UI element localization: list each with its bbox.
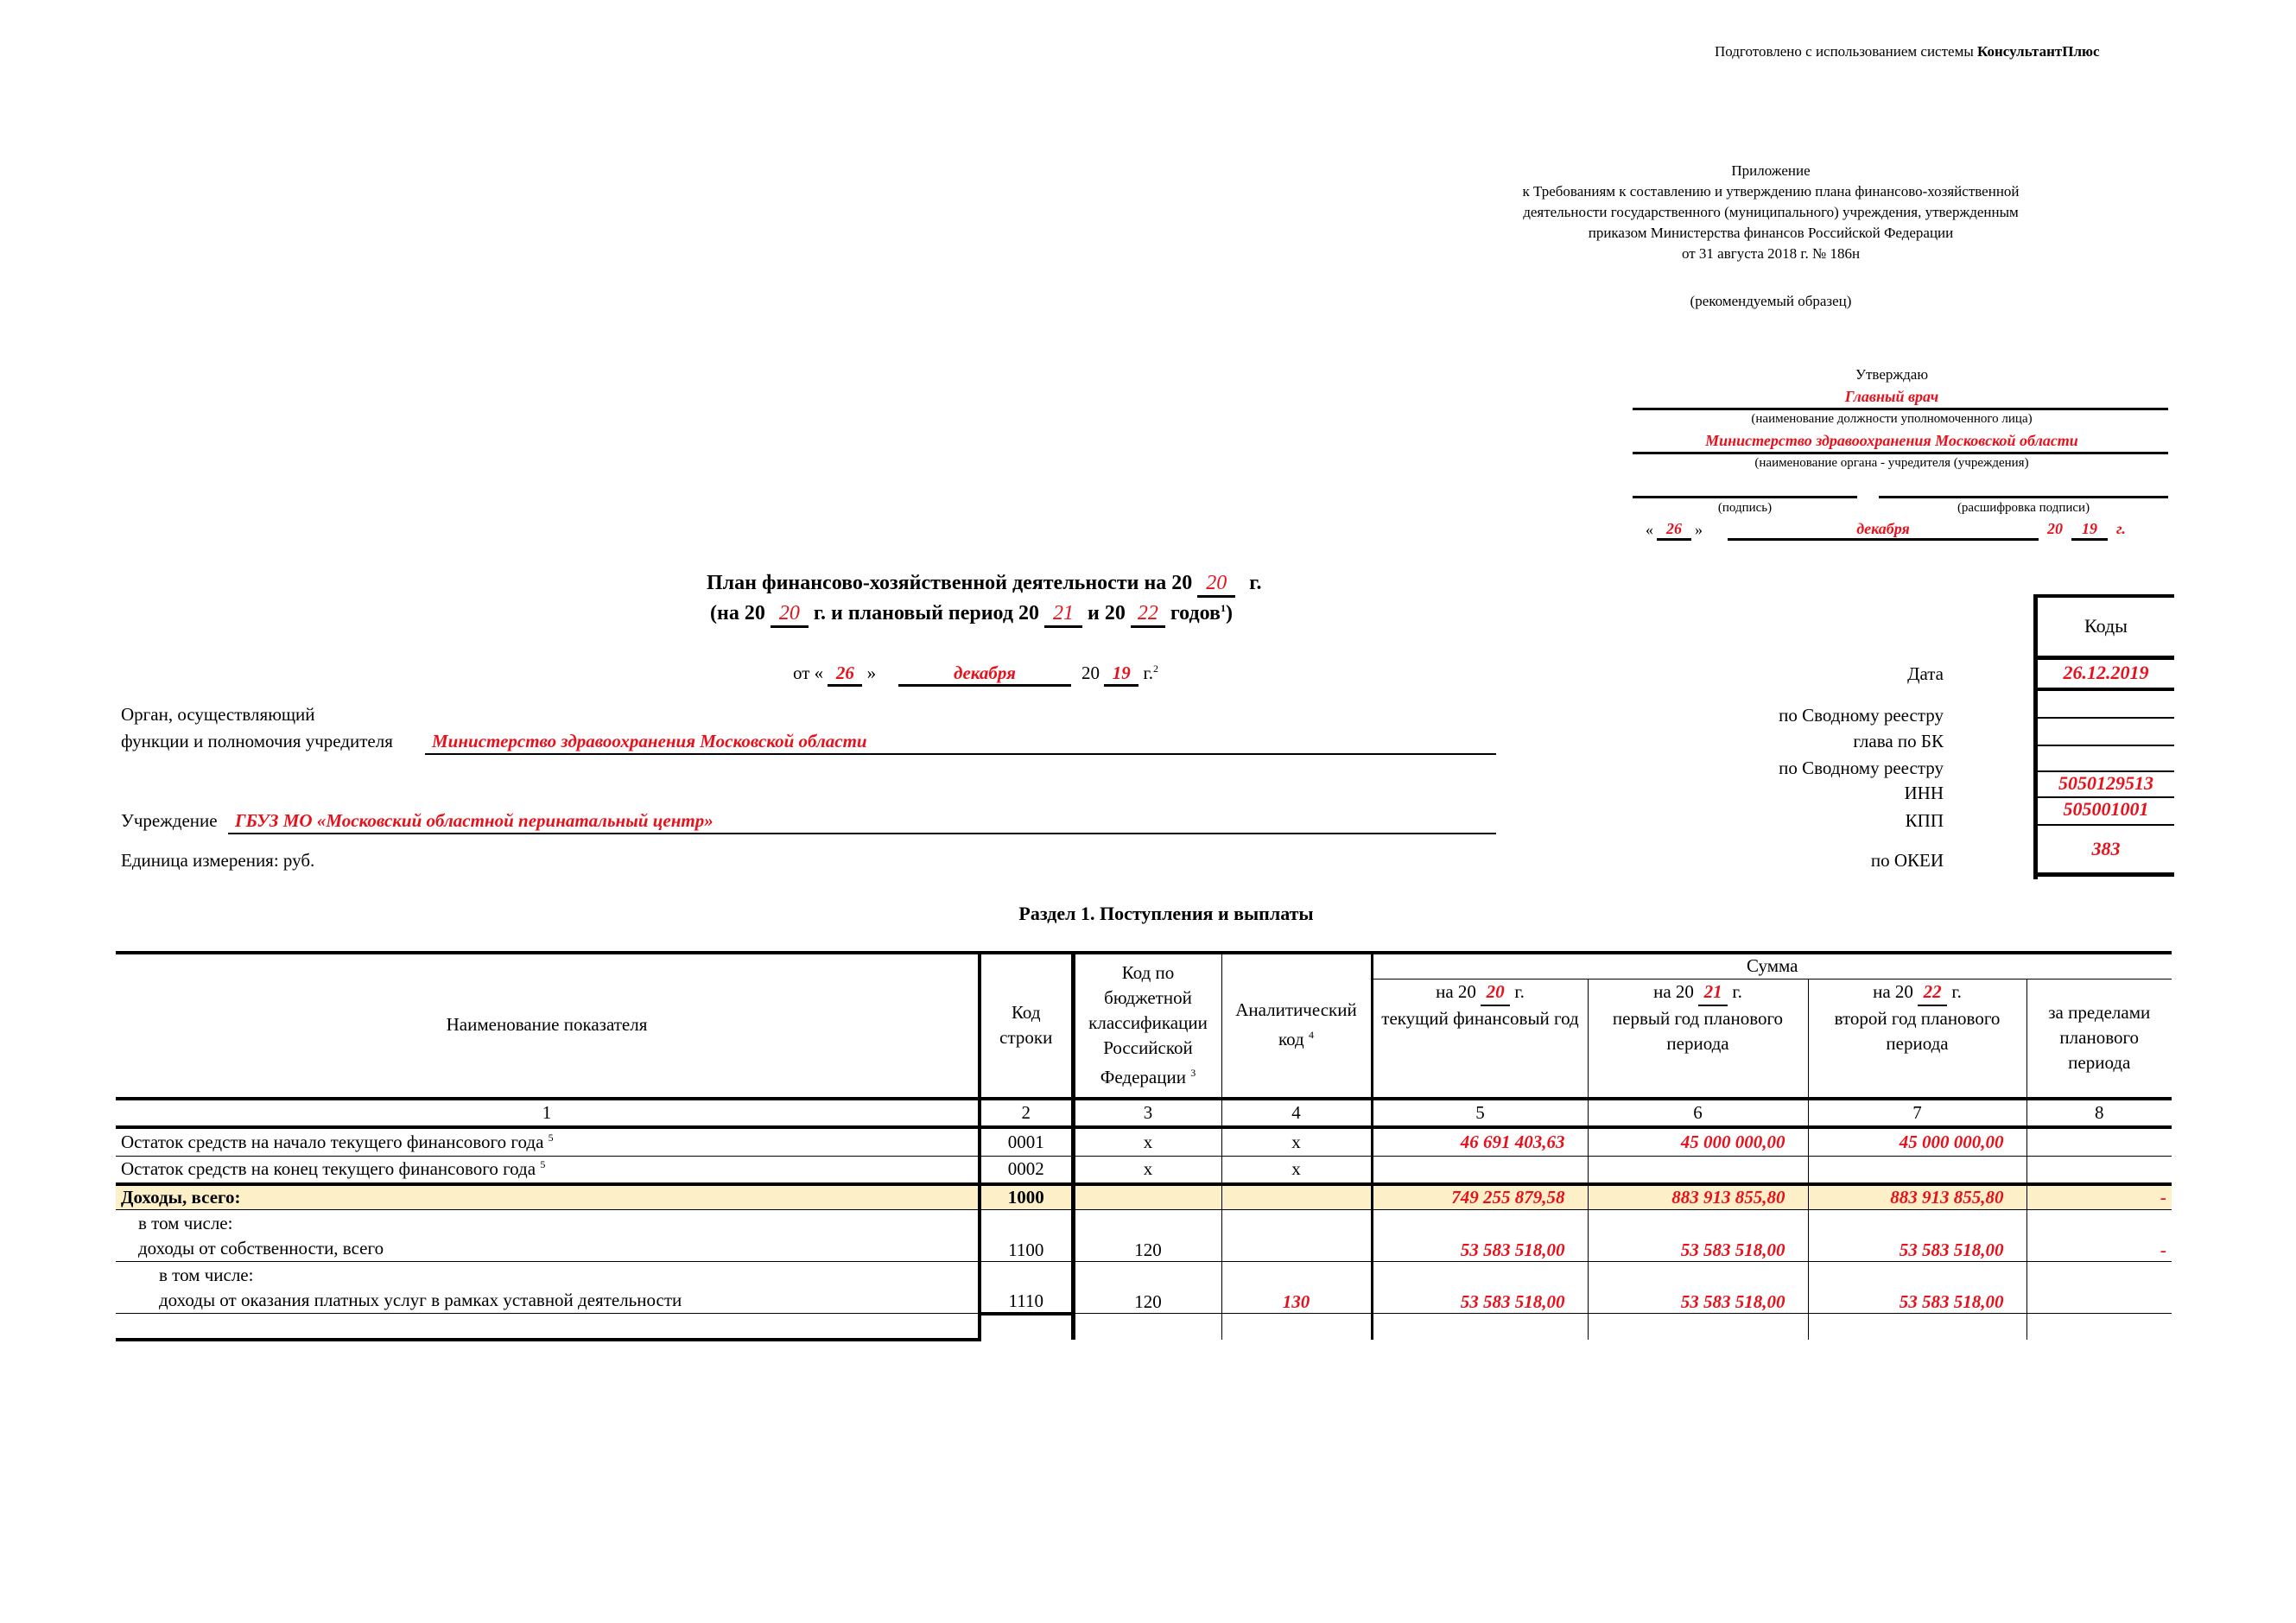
h-name: Наименование показателя xyxy=(116,954,980,1099)
h-an: Аналитический код $^4$ xyxy=(1221,954,1372,1099)
code-label: по Сводному реестру xyxy=(1779,705,1944,726)
code-value: 26.12.2019 xyxy=(2038,662,2174,691)
organ-value: Министерство здравоохранения Московской области xyxy=(432,731,867,751)
h-col7: на 20 22 г. второй год планового периода xyxy=(1808,980,2026,1099)
from-year: 20 19 г.$^2$ xyxy=(1081,663,1158,687)
approve-position-caption: (наименование должности уполномоченного лица) xyxy=(1751,412,2033,426)
codes-header: Коды xyxy=(2084,615,2128,637)
approve-organ: Министерство здравоохранения Московской области xyxy=(1705,432,2078,449)
sub-year2: 21 xyxy=(1044,602,1082,628)
col-num: 2 xyxy=(980,1099,1073,1127)
col-num: 7 xyxy=(1808,1099,2026,1127)
sub-year1: 20 xyxy=(771,602,809,628)
code-label: КПП xyxy=(1905,810,1944,831)
sign-caption: (подпись) xyxy=(1717,501,1773,515)
plan-title: План финансово-хозяйственной деятельности на 20 20 г. xyxy=(707,572,1261,598)
code-label: по ОКЕИ xyxy=(1870,850,1944,871)
code-value: 5050129513 xyxy=(2038,772,2174,798)
unit-label: Единица измерения: руб. xyxy=(121,850,315,871)
code-label: Дата xyxy=(1907,663,1944,684)
h-col5: на 20 20 г. текущий финансовый год xyxy=(1372,980,1588,1099)
appendix-line: от 31 августа 2018 г. № 186н xyxy=(1681,245,1861,262)
plan-subtitle: (на 20 20 г. и плановый период 20 21 и 20 22 годов$^1$) xyxy=(710,602,1233,628)
table-row: в том числе: доходы от оказания платных услуг в рамках уставной деятельности 1110 120 130 53 583 518,00 53 583 518,00 53 583 518,00 xyxy=(116,1262,2172,1314)
code-value xyxy=(2038,746,2174,772)
quote-close: » xyxy=(1695,521,1703,538)
approve-year-suffix: г. xyxy=(2116,520,2126,537)
approve-organ-caption: (наименование органа - учредителя (учреждения) xyxy=(1754,456,2029,470)
consultant-prefix: Подготовлено с использованием системы xyxy=(1715,43,1977,60)
table-row: Остаток средств на начало текущего финансового года $^5$ 0001 х х 46 691 403,63 45 000 000,00 45 000 000,00 xyxy=(116,1127,2172,1157)
col-num: 8 xyxy=(2026,1099,2172,1127)
table-row xyxy=(116,1314,2172,1340)
col-num: 4 xyxy=(1221,1099,1372,1127)
inst-value: ГБУЗ МО «Московский областной перинатальный центр» xyxy=(235,810,714,831)
h-code: Код строки xyxy=(980,954,1073,1099)
col-num: 1 xyxy=(116,1099,980,1127)
appendix-block xyxy=(1477,161,2064,312)
approve-title: Утверждаю xyxy=(1855,366,1929,383)
code-value xyxy=(2038,691,2174,719)
code-value: 505001001 xyxy=(2038,798,2174,826)
table-row: Остаток средств на конец текущего финансового года $^5$ 0002 х х xyxy=(116,1157,2172,1184)
appendix-line: приказом Министерства финансов Российской Федерации xyxy=(1588,225,1954,241)
col-num: 6 xyxy=(1588,1099,1808,1127)
h-bk: Код по бюджетной классификации Российской Федерации $^3$ xyxy=(1073,954,1221,1099)
approve-year: 19 xyxy=(2071,520,2108,541)
h-col6: на 20 21 г. первый год планового периода xyxy=(1588,980,1808,1099)
appendix-line: деятельности государственного (муниципального) учреждения, утвержденным xyxy=(1523,204,2019,220)
approve-position: Главный врач xyxy=(1844,388,1939,405)
appendix-line: к Требованиям к составлению и утверждению плана финансово-хозяйственной xyxy=(1522,183,2020,200)
inst-label: Учреждение xyxy=(121,810,218,831)
organ-label2: функции и полномочия учредителя xyxy=(121,731,393,751)
h-sum: Сумма xyxy=(1372,954,2172,980)
organ-label1: Орган, осуществляющий xyxy=(121,704,315,725)
finance-table xyxy=(116,953,2172,1341)
col-num: 5 xyxy=(1372,1099,1588,1127)
sub-year3: 22 xyxy=(1131,602,1165,628)
decode-caption: (расшифровка подписи) xyxy=(1957,501,2090,515)
code-label: по Сводному реестру xyxy=(1779,758,1944,778)
consultant-note xyxy=(1715,43,2100,60)
approve-year-prefix: 20 xyxy=(2047,520,2063,537)
from-month: декабря xyxy=(898,663,1071,687)
approve-day: 26 xyxy=(1657,520,1691,541)
h-col8: за пределами планового периода xyxy=(2026,980,2172,1099)
code-value xyxy=(2038,719,2174,746)
consultant-brand: КонсультантПлюс xyxy=(1977,43,2100,60)
approve-date xyxy=(1646,521,1653,539)
section-title: Раздел 1. Поступления и выплаты xyxy=(1018,903,1314,924)
approve-month: декабря xyxy=(1728,520,2039,541)
from-day: 26 xyxy=(828,663,862,687)
code-label: глава по БК xyxy=(1853,731,1944,751)
codes-box xyxy=(2033,594,2174,879)
code-value: 383 xyxy=(2038,838,2174,877)
quote-open: « xyxy=(1646,521,1653,538)
plan-year: 20 xyxy=(1197,572,1235,598)
col-num: 3 xyxy=(1073,1099,1221,1127)
table-row: Доходы, всего: 1000 749 255 879,58 883 913 855,80 883 913 855,80 - xyxy=(116,1184,2172,1210)
appendix-sample: (рекомендуемый образец) xyxy=(1690,293,1852,309)
appendix-title: Приложение xyxy=(1731,162,1811,179)
plan-date: от « 26 » xyxy=(793,663,876,687)
table-row: в том числе: доходы от собственности, всего 1100 120 53 583 518,00 53 583 518,00 53 583 518,00 - xyxy=(116,1210,2172,1262)
code-label: ИНН xyxy=(1904,783,1944,803)
